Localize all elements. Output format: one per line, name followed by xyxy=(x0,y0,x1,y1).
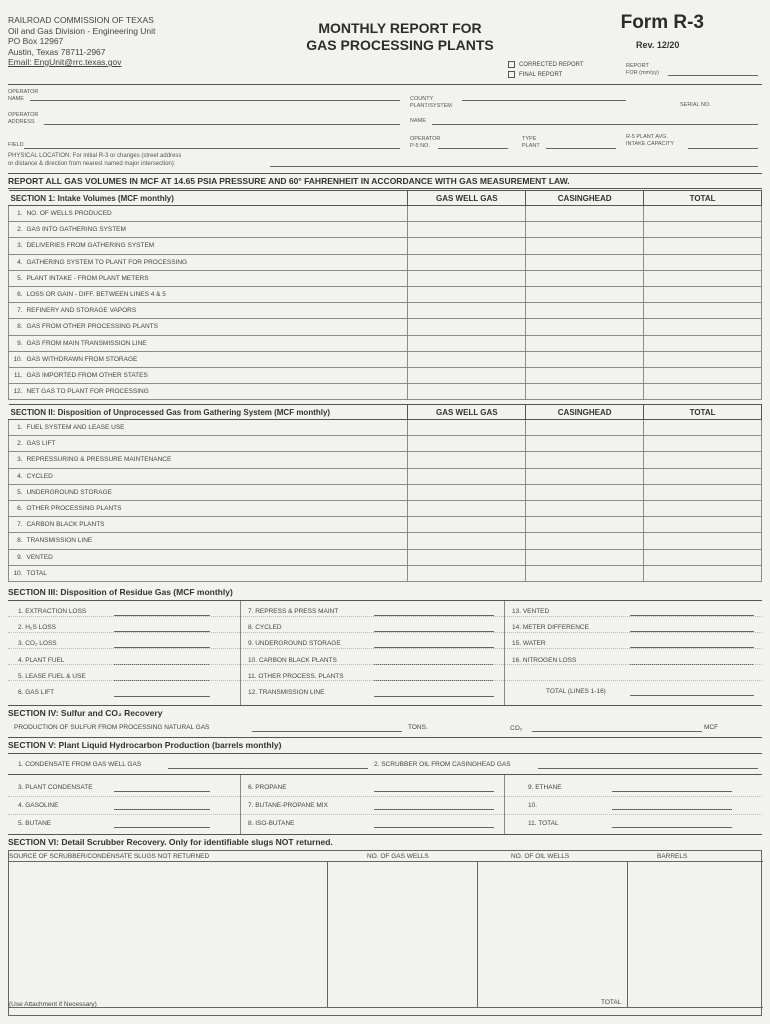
table-row xyxy=(9,367,762,383)
divider xyxy=(8,84,762,85)
row-label: CYCLED xyxy=(22,468,407,484)
row-label: OTHER PROCESSING PLANTS xyxy=(22,500,407,516)
row-rule xyxy=(8,632,762,633)
label-line: OPERATOR xyxy=(8,89,39,95)
operator-p5-field[interactable] xyxy=(438,148,508,149)
casinghead-cell[interactable] xyxy=(526,484,644,500)
table-row xyxy=(9,270,762,286)
col-gas-wells: NO. OF GAS WELLS xyxy=(367,853,429,860)
total-cell[interactable] xyxy=(644,500,762,516)
casinghead-cell[interactable] xyxy=(526,286,644,302)
line-item-label: 7. REPRESS & PRESS MAINT xyxy=(248,608,339,615)
tons-label: TONS. xyxy=(408,724,428,731)
label-line: or distance & direction from nearest named major intersection): xyxy=(8,160,176,167)
casinghead-cell[interactable] xyxy=(526,565,644,581)
casinghead-cell[interactable] xyxy=(526,384,644,400)
label-line: ADDRESS xyxy=(8,118,35,125)
col-casinghead: CASINGHEAD xyxy=(526,405,644,420)
row-label: NO. OF WELLS PRODUCED xyxy=(22,206,407,222)
type-plant-field[interactable] xyxy=(546,148,616,149)
gas-well-cell[interactable] xyxy=(408,270,526,286)
row-number: 3. xyxy=(9,452,23,468)
line-item-field[interactable] xyxy=(374,809,494,810)
operator-p5-label xyxy=(410,136,440,149)
section-2-table xyxy=(8,404,762,582)
report-for-field[interactable] xyxy=(668,75,758,76)
type-plant-label xyxy=(522,136,540,149)
scrubber-oil-label: 2. SCRUBBER OIL FROM CASINGHEAD GAS xyxy=(374,761,511,768)
total-cell[interactable] xyxy=(644,367,762,383)
co2-mcf-field[interactable] xyxy=(532,731,702,732)
divider xyxy=(8,705,762,706)
row-label: GAS IMPORTED FROM OTHER STATES xyxy=(22,367,407,383)
total-cell[interactable] xyxy=(644,270,762,286)
county-field[interactable] xyxy=(462,100,626,101)
col-source: SOURCE OF SCRUBBER/CONDENSATE SLUGS NOT RETURNED xyxy=(9,853,210,860)
casinghead-cell[interactable] xyxy=(526,452,644,468)
row-rule xyxy=(8,796,762,797)
table-row xyxy=(9,206,762,222)
row-number: 8. xyxy=(9,533,23,549)
row-label: CARBON BLACK PLANTS xyxy=(22,517,407,533)
section-1-title: SECTION 1: Intake Volumes (MCF monthly) xyxy=(9,191,408,206)
row-number: 11. xyxy=(9,367,23,383)
line-item-label: TOTAL (LINES 1-16) xyxy=(546,688,606,695)
report-for-label xyxy=(626,63,659,76)
row-number: 10. xyxy=(9,351,23,367)
gas-well-cell[interactable] xyxy=(408,484,526,500)
total-cell[interactable] xyxy=(644,303,762,319)
gas-well-cell[interactable] xyxy=(408,206,526,222)
gas-well-cell[interactable] xyxy=(408,254,526,270)
row-label: TOTAL xyxy=(22,565,407,581)
section-1-table xyxy=(8,190,762,400)
divider xyxy=(8,600,762,601)
line-item-label: 6. PROPANE xyxy=(248,784,287,791)
row-label: UNDERGROUND STORAGE xyxy=(22,484,407,500)
operator-address-field[interactable] xyxy=(44,124,400,125)
total-cell[interactable] xyxy=(644,384,762,400)
section-2-title: SECTION II: Disposition of Unprocessed Gas from Gathering System (MCF monthly) xyxy=(9,405,408,420)
col-oil-wells: NO. OF OIL WELLS xyxy=(511,853,570,860)
divider xyxy=(8,188,762,189)
row-number: 5. xyxy=(9,270,23,286)
row-label: FUEL SYSTEM AND LEASE USE xyxy=(22,420,407,436)
agency-line: PO Box 12967 xyxy=(8,36,64,46)
gas-well-cell[interactable] xyxy=(408,335,526,351)
row-number: 12. xyxy=(9,384,23,400)
casinghead-cell[interactable] xyxy=(526,319,644,335)
line-item-label: 12. TRANSMISSION LINE xyxy=(248,689,325,696)
table-row xyxy=(9,565,762,581)
final-report-checkbox[interactable] xyxy=(508,71,562,78)
physical-location-label xyxy=(8,153,181,168)
total-cell[interactable] xyxy=(644,286,762,302)
label-line: PLANT xyxy=(522,142,540,149)
total-cell[interactable] xyxy=(644,484,762,500)
total-cell[interactable] xyxy=(644,319,762,335)
label-line: NAME xyxy=(8,95,24,102)
row-rule xyxy=(8,664,762,665)
gas-well-cell[interactable] xyxy=(408,452,526,468)
agency-line: Oil and Gas Division - Engineering Unit xyxy=(8,25,156,36)
table-row xyxy=(9,468,762,484)
table-row xyxy=(9,351,762,367)
checkbox-box[interactable] xyxy=(508,71,515,78)
row-label: TRANSMISSION LINE xyxy=(22,533,407,549)
checkbox-box[interactable] xyxy=(508,61,515,68)
label-line: OPERATOR xyxy=(8,112,39,118)
label-line: COUNTY xyxy=(410,96,434,102)
line-item-field[interactable] xyxy=(612,827,732,828)
agency-email[interactable]: Email: EngUnit@rrc.texas.gov xyxy=(8,57,122,67)
row-number: 2. xyxy=(9,436,23,452)
row-label: GAS INTO GATHERING SYSTEM xyxy=(22,222,407,238)
gas-well-cell[interactable] xyxy=(408,549,526,565)
casinghead-cell[interactable] xyxy=(526,335,644,351)
line-item-label: 3. CO₂ LOSS xyxy=(18,640,57,648)
condensate-field[interactable] xyxy=(168,768,368,769)
report-for-line-2: FOR (mm/yy) xyxy=(626,69,659,76)
footer-rule xyxy=(9,1007,763,1008)
casinghead-cell[interactable] xyxy=(526,367,644,383)
total-label: TOTAL xyxy=(601,999,622,1006)
casinghead-cell[interactable] xyxy=(526,222,644,238)
col-casinghead: CASINGHEAD xyxy=(526,191,644,206)
total-cell[interactable] xyxy=(644,238,762,254)
line-item-label: 10. xyxy=(528,802,538,809)
col-rule xyxy=(327,861,328,1007)
gas-well-cell[interactable] xyxy=(408,517,526,533)
casinghead-cell[interactable] xyxy=(526,254,644,270)
line-item-field[interactable] xyxy=(114,791,210,792)
label-line: R-5 PLANT AVG. xyxy=(626,134,668,140)
corrected-report-checkbox[interactable] xyxy=(508,61,584,68)
table-row xyxy=(9,222,762,238)
sulfur-production-label: PRODUCTION OF SULFUR FROM PROCESSING NATURAL GAS xyxy=(14,724,210,731)
total-cell[interactable] xyxy=(644,565,762,581)
field-name-field[interactable] xyxy=(24,148,400,149)
gas-well-cell[interactable] xyxy=(408,238,526,254)
row-label: GATHERING SYSTEM TO PLANT FOR PROCESSING xyxy=(22,254,407,270)
report-note: REPORT ALL GAS VOLUMES IN MCF AT 14.65 PSIA PRESSURE AND 60° FAHRENHEIT IN ACCORDANCE WITH GAS MEASUREMENT LAW. xyxy=(8,176,570,186)
col-gas-well: GAS WELL GAS xyxy=(408,405,526,420)
serial-label: SERIAL NO. xyxy=(680,102,711,108)
mcf-label: MCF xyxy=(704,724,719,731)
casinghead-cell[interactable] xyxy=(526,517,644,533)
row-number: 5. xyxy=(9,484,23,500)
row-rule xyxy=(8,648,762,649)
total-cell[interactable] xyxy=(644,351,762,367)
agency-line: Austin, Texas 78711-2967 xyxy=(8,46,106,57)
row-rule xyxy=(8,616,762,617)
table-row xyxy=(9,254,762,270)
gas-well-cell[interactable] xyxy=(408,367,526,383)
total-cell[interactable] xyxy=(644,222,762,238)
gas-well-cell[interactable] xyxy=(408,533,526,549)
casinghead-cell[interactable] xyxy=(526,436,644,452)
table-row xyxy=(9,286,762,302)
physical-location-field[interactable] xyxy=(270,166,758,167)
table-row xyxy=(9,500,762,516)
col-rule xyxy=(240,775,241,834)
row-rule xyxy=(8,814,762,815)
capacity-field[interactable] xyxy=(688,148,758,149)
total-cell[interactable] xyxy=(644,436,762,452)
row-number: 1. xyxy=(9,206,23,222)
col-gas-well: GAS WELL GAS xyxy=(408,191,526,206)
agency-line: RAILROAD COMMISSION OF TEXAS xyxy=(8,15,154,25)
row-label: PLANT INTAKE - FROM PLANT METERS xyxy=(22,270,407,286)
sulfur-tons-field[interactable] xyxy=(252,731,402,732)
table-row xyxy=(9,484,762,500)
final-report-label: FINAL REPORT xyxy=(519,71,563,78)
table-row xyxy=(9,303,762,319)
divider xyxy=(8,753,762,754)
gas-well-cell[interactable] xyxy=(408,286,526,302)
line-item-field[interactable] xyxy=(374,791,494,792)
row-number: 6. xyxy=(9,500,23,516)
table-row xyxy=(9,549,762,565)
gas-well-cell[interactable] xyxy=(408,303,526,319)
row-label: GAS FROM OTHER PROCESSING PLANTS xyxy=(22,319,407,335)
col-rule xyxy=(240,601,241,705)
row-rule xyxy=(8,680,762,681)
total-cell[interactable] xyxy=(644,468,762,484)
agency-address xyxy=(8,15,155,68)
label-line: PHYSICAL LOCATION: For initial R-3 or changes (street address xyxy=(8,153,182,159)
scrubber-oil-field[interactable] xyxy=(538,768,758,769)
field-label: FIELD xyxy=(8,142,24,148)
line-item-label: 4. GASOLINE xyxy=(18,802,59,809)
casinghead-cell[interactable] xyxy=(526,303,644,319)
title-line-2: GAS PROCESSING PLANTS xyxy=(306,37,494,53)
casinghead-cell[interactable] xyxy=(526,238,644,254)
total-cell[interactable] xyxy=(644,549,762,565)
row-label: VENTED xyxy=(22,549,407,565)
form-title xyxy=(296,20,504,54)
line-item-label: 8. ISO-BUTANE xyxy=(248,820,295,827)
table-row xyxy=(9,335,762,351)
line-item-field[interactable] xyxy=(612,791,732,792)
total-cell[interactable] xyxy=(644,335,762,351)
row-number: 10. xyxy=(9,565,23,581)
col-total: TOTAL xyxy=(644,191,762,206)
row-number: 8. xyxy=(9,319,23,335)
section-4-title: SECTION IV: Sulfur and CO₂ Recovery xyxy=(8,708,163,718)
row-number: 6. xyxy=(9,286,23,302)
col-barrels: BARRELS xyxy=(657,853,688,860)
line-item-field[interactable] xyxy=(114,696,210,697)
casinghead-cell[interactable] xyxy=(526,468,644,484)
co2-label: CO₂ xyxy=(510,725,523,732)
casinghead-cell[interactable] xyxy=(526,420,644,436)
title-line-1: MONTHLY REPORT FOR xyxy=(318,20,482,36)
gas-well-cell[interactable] xyxy=(408,319,526,335)
line-item-label: 16. NITROGEN LOSS xyxy=(512,656,577,664)
row-number: 4. xyxy=(9,468,23,484)
section-5-title: SECTION V: Plant Liquid Hydrocarbon Production (barrels monthly) xyxy=(8,740,282,750)
row-number: 3. xyxy=(9,238,23,254)
line-item-label: 6. GAS LIFT xyxy=(18,689,55,696)
plant-name-field[interactable] xyxy=(432,124,758,125)
casinghead-cell[interactable] xyxy=(526,206,644,222)
operator-name-field[interactable] xyxy=(30,100,400,101)
casinghead-cell[interactable] xyxy=(526,500,644,516)
operator-address-label xyxy=(8,112,38,125)
line-item-label: 2. H₂S LOSS xyxy=(18,624,56,632)
line-item-label: 3. PLANT CONDENSATE xyxy=(18,784,93,791)
line-item-field[interactable] xyxy=(612,809,732,810)
revision: Rev. 12/20 xyxy=(636,40,680,50)
line-item-label: 14. METER DIFFERENCE xyxy=(512,624,589,632)
county-label xyxy=(410,96,452,109)
table-row xyxy=(9,238,762,254)
section-6-table xyxy=(8,850,762,1016)
line-item-label: 1. EXTRACTION LOSS xyxy=(18,608,87,615)
line-item-label: 15. WATER xyxy=(512,640,546,648)
gas-well-cell[interactable] xyxy=(408,384,526,400)
label-line: PLANT/SYSTEM xyxy=(410,102,452,109)
form-number: Form R-3 xyxy=(620,12,704,33)
line-item-label: 11. OTHER PROCESS. PLANTS xyxy=(248,672,344,680)
row-label: GAS LIFT xyxy=(22,436,407,452)
col-rule xyxy=(477,861,478,1007)
row-number: 2. xyxy=(9,222,23,238)
gas-well-cell[interactable] xyxy=(408,436,526,452)
label-line: P-5 NO. xyxy=(410,142,430,149)
table-row xyxy=(9,420,762,436)
line-item-label: 13. VENTED xyxy=(512,608,550,615)
col-total: TOTAL xyxy=(644,405,762,420)
table-row xyxy=(9,436,762,452)
total-cell[interactable] xyxy=(644,517,762,533)
row-number: 9. xyxy=(9,335,23,351)
section-3-title: SECTION III: Disposition of Residue Gas (MCF monthly) xyxy=(8,587,233,597)
label-line: INTAKE CAPACITY xyxy=(626,140,675,147)
divider xyxy=(8,774,762,775)
divider xyxy=(8,173,762,174)
col-rule xyxy=(627,861,628,1007)
row-number: 7. xyxy=(9,303,23,319)
row-label: DELIVERIES FROM GATHERING SYSTEM xyxy=(22,238,407,254)
line-item-label: 8. CYCLED xyxy=(248,624,282,632)
line-item-field[interactable] xyxy=(630,695,754,696)
line-item-label: 9. UNDERGROUND STORAGE xyxy=(248,640,341,648)
gas-well-cell[interactable] xyxy=(408,351,526,367)
line-item-label: 5. LEASE FUEL & USE xyxy=(18,672,86,680)
col-rule xyxy=(504,775,505,834)
corrected-report-label: CORRECTED REPORT xyxy=(519,61,584,68)
row-number: 7. xyxy=(9,517,23,533)
total-cell[interactable] xyxy=(644,452,762,468)
gas-well-cell[interactable] xyxy=(408,500,526,516)
total-cell[interactable] xyxy=(644,254,762,270)
label-line: OPERATOR xyxy=(410,136,441,142)
table-row xyxy=(9,517,762,533)
name-label: NAME xyxy=(410,118,426,124)
line-item-field[interactable] xyxy=(374,827,494,828)
section-6-title: SECTION VI: Detail Scrubber Recovery. Only for identifiable slugs NOT returned. xyxy=(8,837,333,847)
gas-well-cell[interactable] xyxy=(408,565,526,581)
row-label: LOSS OR GAIN - DIFF. BETWEEN LINES 4 & 5 xyxy=(22,286,407,302)
total-cell[interactable] xyxy=(644,206,762,222)
col-rule xyxy=(504,601,505,705)
line-item-label: 9. ETHANE xyxy=(528,784,562,791)
line-item-label: 4. PLANT FUEL xyxy=(18,656,65,664)
line-item-label: 7. BUTANE-PROPANE MIX xyxy=(248,802,328,809)
label-line: TYPE xyxy=(522,136,537,142)
casinghead-cell[interactable] xyxy=(526,549,644,565)
row-label: REPRESSURING & PRESSURE MAINTENANCE xyxy=(22,452,407,468)
condensate-label: 1. CONDENSATE FROM GAS WELL GAS xyxy=(18,761,142,768)
row-number: 9. xyxy=(9,549,23,565)
capacity-label xyxy=(626,134,674,147)
table-row xyxy=(9,533,762,549)
divider xyxy=(8,737,762,738)
casinghead-cell[interactable] xyxy=(526,270,644,286)
line-item-label: 11. TOTAL xyxy=(528,820,559,827)
row-label: GAS WITHDRAWN FROM STORAGE xyxy=(22,351,407,367)
table-row xyxy=(9,319,762,335)
gas-well-cell[interactable] xyxy=(408,222,526,238)
attachment-note: (Use Attachment if Necessary) xyxy=(9,1001,97,1008)
total-cell[interactable] xyxy=(644,533,762,549)
table-row xyxy=(9,452,762,468)
row-label: REFINERY AND STORAGE VAPORS xyxy=(22,303,407,319)
row-label: GAS FROM MAIN TRANSMISSION LINE xyxy=(22,335,407,351)
gas-well-cell[interactable] xyxy=(408,468,526,484)
line-item-field[interactable] xyxy=(114,809,210,810)
casinghead-cell[interactable] xyxy=(526,533,644,549)
line-item-label: 10. CARBON BLACK PLANTS xyxy=(248,656,337,664)
row-number: 1. xyxy=(9,420,23,436)
gas-well-cell[interactable] xyxy=(408,420,526,436)
header-rule xyxy=(9,861,763,862)
report-for-line-1: REPORT xyxy=(626,63,649,69)
row-number: 4. xyxy=(9,254,23,270)
casinghead-cell[interactable] xyxy=(526,351,644,367)
divider xyxy=(8,834,762,835)
line-item-field[interactable] xyxy=(114,827,210,828)
line-item-label: 5. BUTANE xyxy=(18,820,52,827)
table-row xyxy=(9,384,762,400)
total-cell[interactable] xyxy=(644,420,762,436)
line-item-field[interactable] xyxy=(374,696,494,697)
row-label: NET GAS TO PLANT FOR PROCESSING xyxy=(22,384,407,400)
